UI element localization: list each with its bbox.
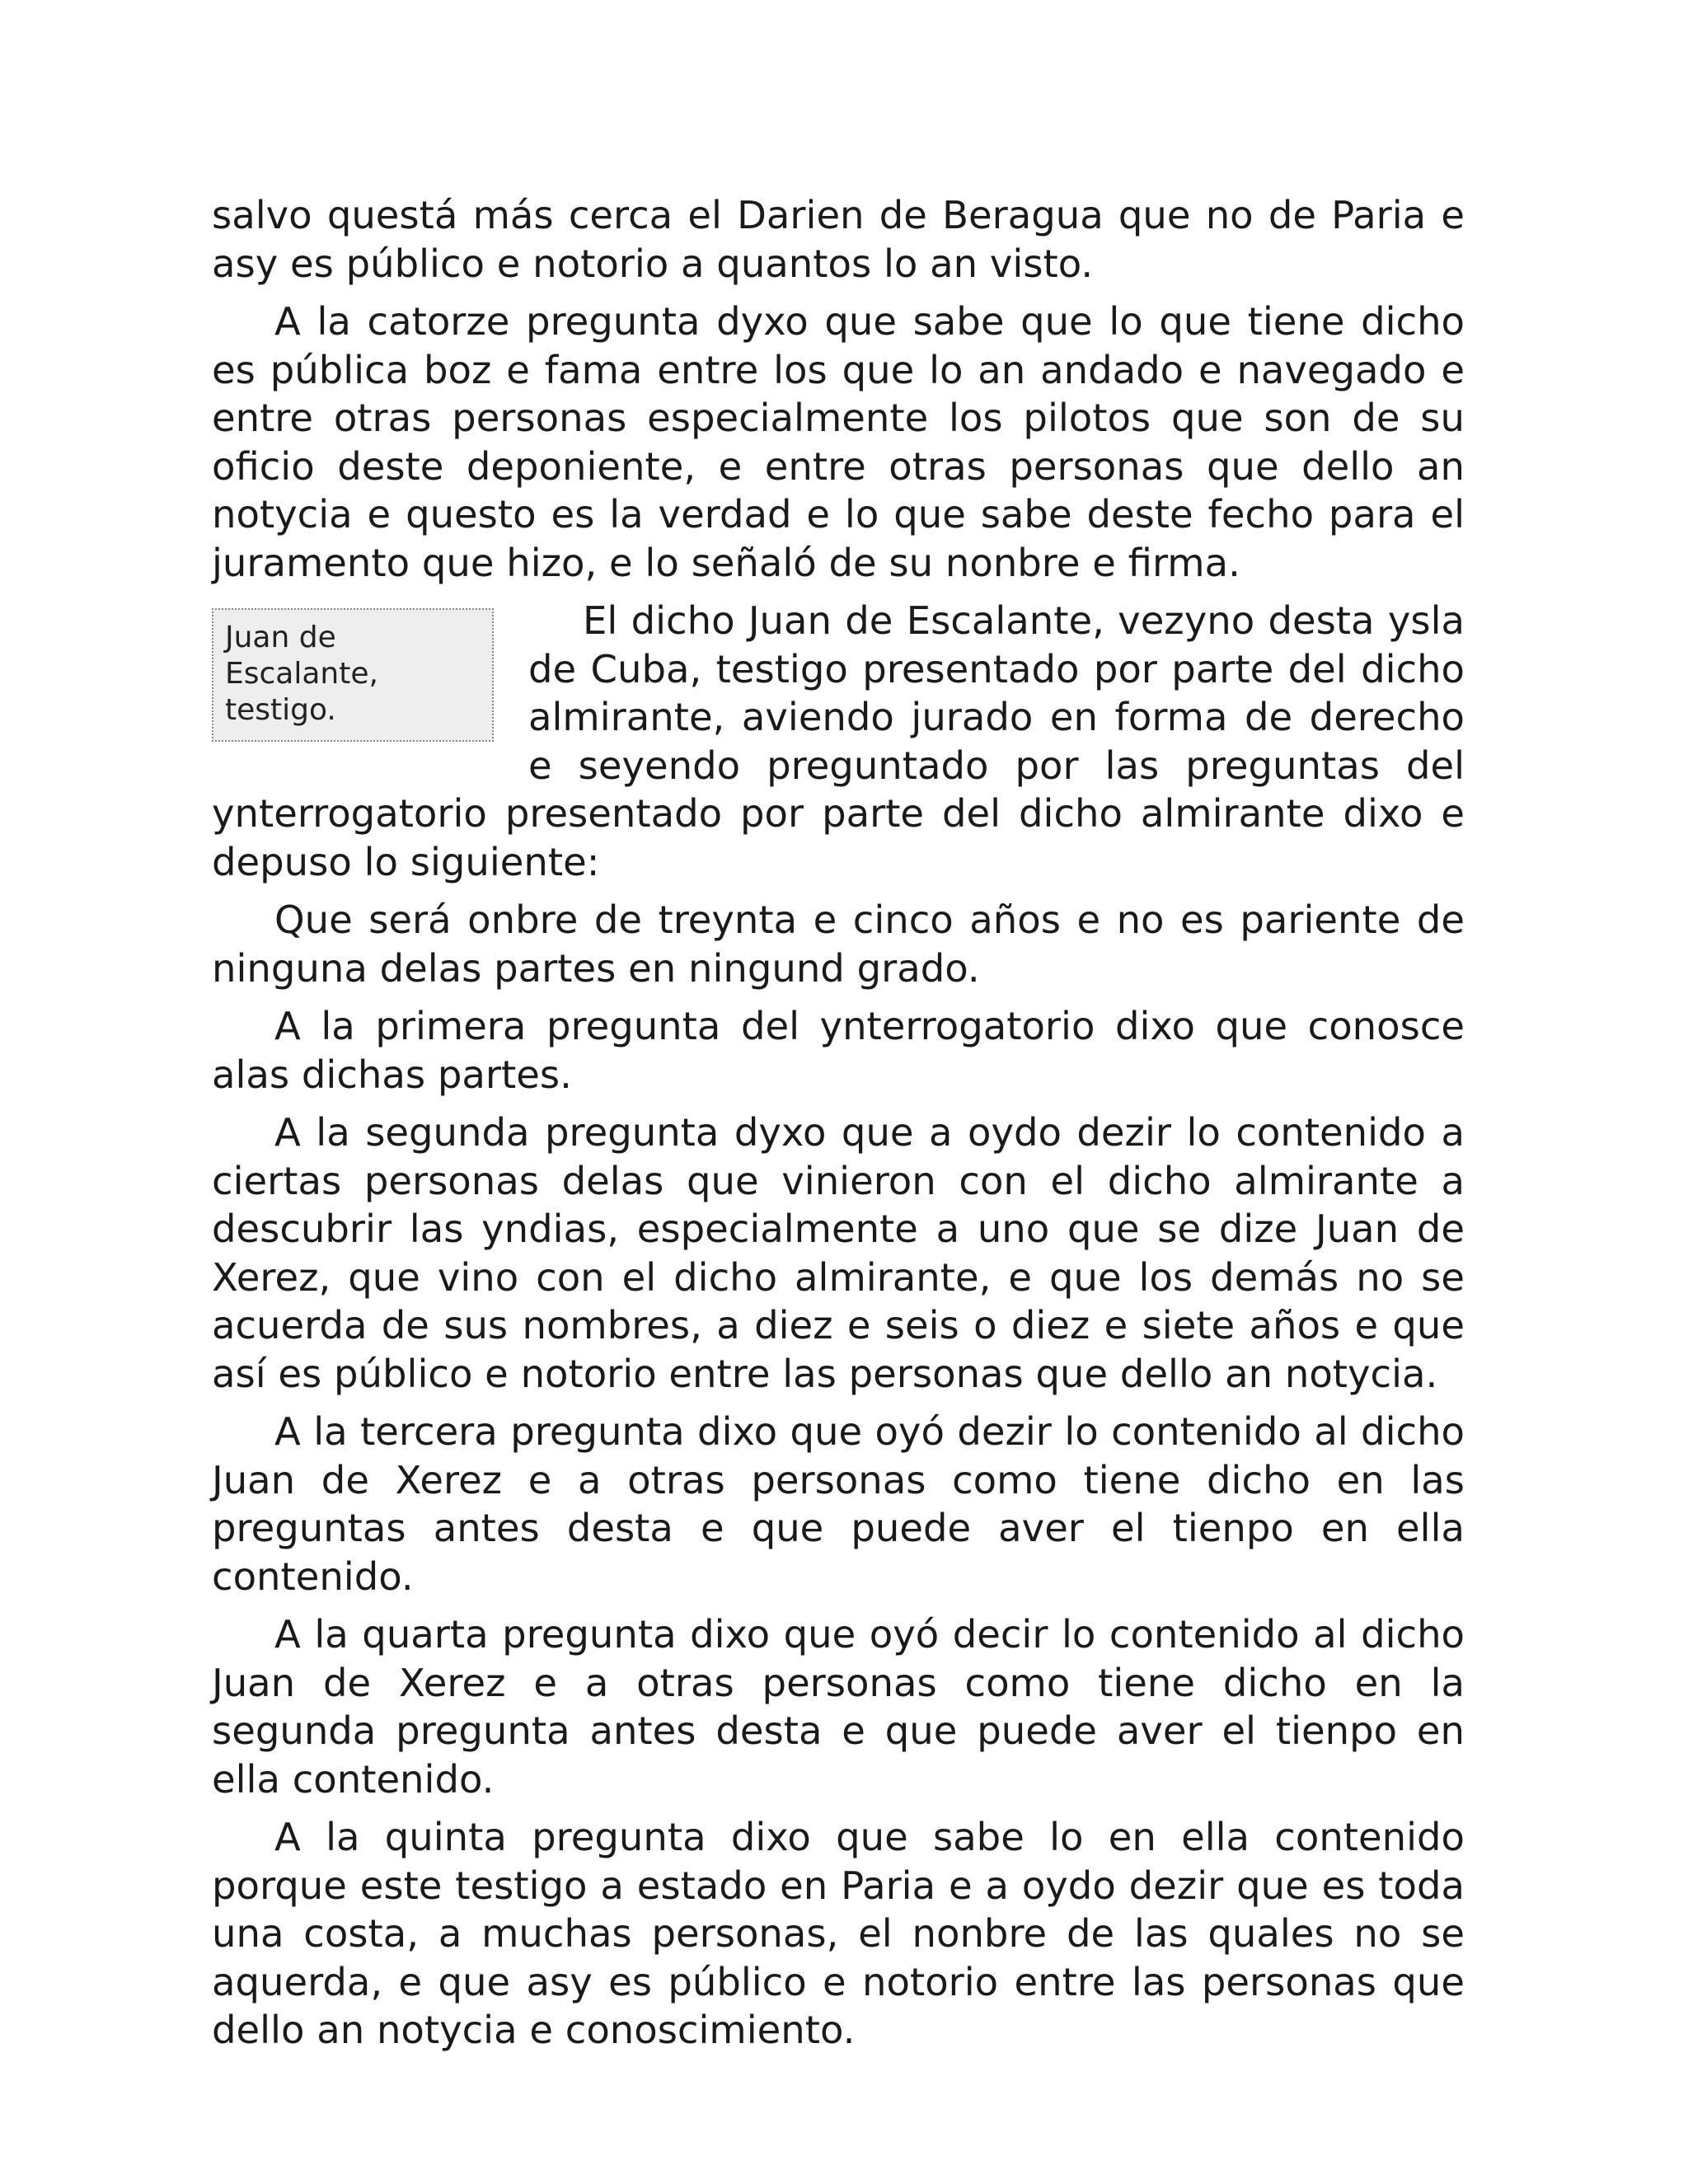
witness-section <box>212 597 1465 886</box>
paragraph-question-14: A la catorze pregunta dyxo que sabe que lo que tiene dicho es pública boz e fama entre los que lo an andado e navegado e entre otras personas especialmente los pilotos que son de su oficio deste deponiente, e entre otras personas que dello an notycia e questo es la verdad e lo que sabe deste fecho para el juramento que hizo, e lo señaló de su nonbre e firma. <box>212 299 1465 585</box>
paragraph-question-5: A la quinta pregunta dixo que sabe lo en ella contenido porque este testigo a estado en Paria e a oydo dezir que es toda una costa, a muchas personas, el nonbre de las quales no se aquerda, e que asy es público e notorio entre las personas que dello an notycia e conoscimiento. <box>212 1815 1465 2052</box>
paragraph-general-questions: Que será onbre de treynta e cinco años e no es pariente de ninguna delas partes en ningund grado. <box>212 898 1465 991</box>
paragraph-question-2: A la segunda pregunta dyxo que a oydo dezir lo contenido a ciertas personas delas que vinieron con el dicho almirante a descubrir las yndias, especialmente a uno que se dize Juan de Xerez, que vino con el dicho almirante, e que los demás no se acuerda de sus nombres, a diez e seis o diez e siete años e que así es público e notorio entre las personas que dello an notycia. <box>212 1110 1465 1396</box>
paragraph-witness-intro: El dicho Juan de Escalante, vezyno desta ysla de Cuba, testigo presentado por parte del dicho almirante, aviendo jurado en forma de derecho e seyendo preguntado por las preguntas del ynterrogatorio presentado por parte del dicho almirante dixo e depuso lo siguiente: <box>212 598 1465 884</box>
paragraph-question-4: A la quarta pregunta dixo que oyó decir lo contenido al dicho Juan de Xerez e a otras personas como tiene dicho en la segunda pregunta antes desta e que puede aver el tienpo en ella contenido. <box>212 1612 1465 1802</box>
paragraph-continuation: salvo questá más cerca el Darien de Beragua que no de Paria e asy es público e notorio a quantos lo an visto. <box>212 193 1465 286</box>
margin-note-witness: Juan de Escalante, testigo. <box>212 608 494 742</box>
document-page <box>212 191 1465 2064</box>
paragraph-question-1: A la primera pregunta del ynterrogatorio dixo que conosce alas dichas partes. <box>212 1004 1465 1097</box>
paragraph-question-3: A la tercera pregunta dixo que oyó dezir lo contenido al dicho Juan de Xerez e a otras personas como tiene dicho en las preguntas antes desta e que puede aver el tienpo en ella contenido. <box>212 1409 1465 1599</box>
